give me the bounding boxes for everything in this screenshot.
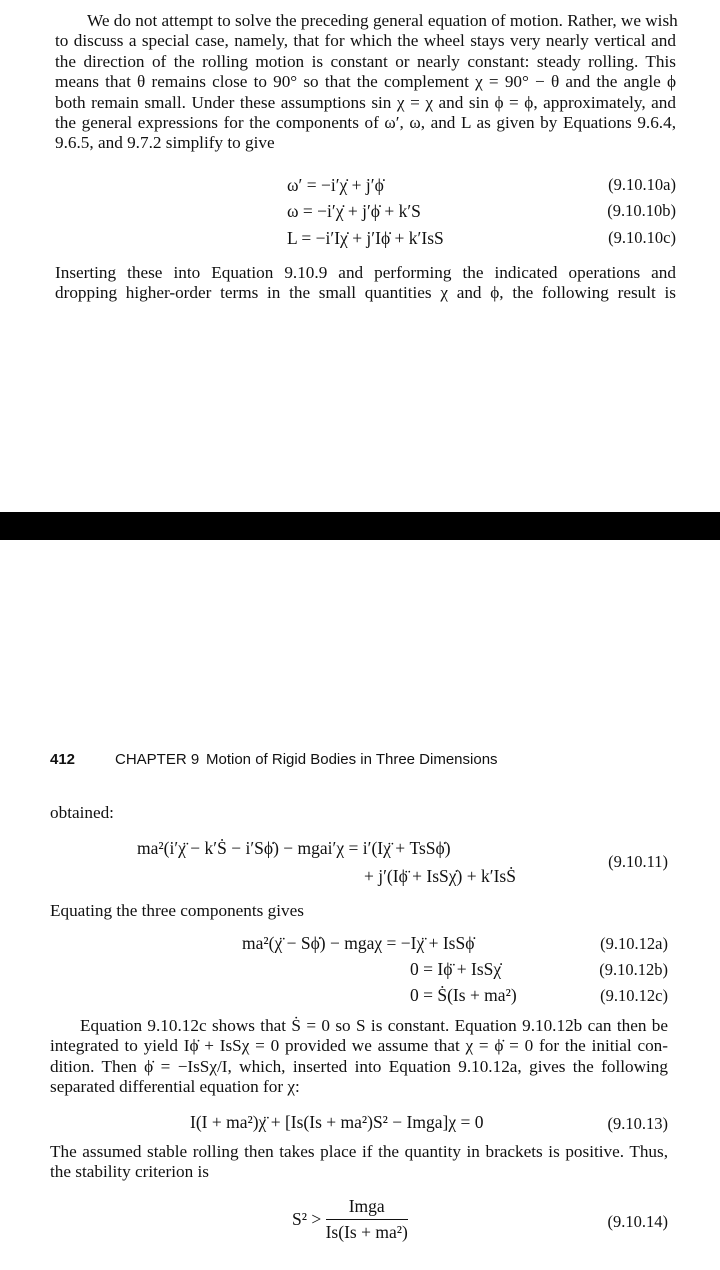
equation-9-10-10a: ω′ = −i′χ̇ + j′ϕ̇ bbox=[287, 175, 384, 195]
text-line: The assumed stable rolling then takes place if the quantity in brackets is positive. Thus, bbox=[50, 1142, 668, 1161]
equation-9-10-14 bbox=[292, 1196, 408, 1243]
equation-number: (9.10.13) bbox=[607, 1114, 668, 1133]
text-line: dition. Then ϕ̇ = −IsSχ/I, which, inserted into Equation 9.10.12a, gives the following bbox=[50, 1056, 668, 1076]
paragraph-constant-s bbox=[50, 1016, 668, 1098]
equation-number: (9.10.12b) bbox=[599, 960, 668, 979]
text-line: the direction of the rolling motion is constant or nearly constant: steady rolling. This bbox=[55, 51, 676, 71]
text-line: Inserting these into Equation 9.10.9 and performing the indicated operations and bbox=[55, 263, 676, 282]
page-number: 412 bbox=[50, 751, 76, 768]
chapter-title: Motion of Rigid Bodies in Three Dimensions bbox=[206, 751, 498, 768]
fraction-denominator: Is(Is + ma²) bbox=[325, 1222, 408, 1242]
equation-number: (9.10.12c) bbox=[600, 986, 668, 1005]
equation-number: (9.10.10c) bbox=[608, 228, 676, 247]
equation-9-10-12a: ma²(χ̈ − Sϕ̇) − mgaχ = −Iχ̈ + IsSϕ̇ bbox=[242, 933, 475, 953]
equation-number: (9.10.11) bbox=[608, 852, 668, 871]
equation-9-10-11-line2: + j′(Iϕ̈ + IsSχ̇) + k′IsṠ bbox=[364, 866, 516, 886]
equation-number: (9.10.12a) bbox=[600, 934, 668, 953]
page-divider-bar bbox=[0, 512, 720, 540]
equation-9-10-12c: 0 = Ṡ(Is + ma²) bbox=[410, 985, 517, 1005]
equation-number: (9.10.10a) bbox=[608, 175, 676, 194]
paragraph-stability bbox=[50, 1142, 668, 1183]
equation-number: (9.10.14) bbox=[607, 1212, 668, 1231]
equation-9-10-10c: L = −i′Iχ̇ + j′Iϕ̇ + k′IsS bbox=[287, 228, 444, 248]
equation-number: (9.10.10b) bbox=[607, 201, 676, 220]
fraction bbox=[326, 1196, 408, 1243]
equation-9-10-10b: ω = −i′χ̇ + j′ϕ̇ + k′S bbox=[287, 201, 421, 221]
text-line: Equation 9.10.12c shows that Ṡ = 0 so S is constant. Equation 9.10.12b can then be bbox=[80, 1016, 668, 1035]
text-line: means that θ remains close to 90° so that the complement χ = 90° − θ and the angle ϕ bbox=[55, 72, 676, 92]
text-line: separated differential equation for χ: bbox=[50, 1077, 300, 1097]
text-line: both remain small. Under these assumptions sin χ = χ and sin ϕ = ϕ, approximately, and bbox=[55, 92, 676, 112]
paragraph-inserting bbox=[55, 263, 676, 304]
text-line: 9.6.5, and 9.7.2 simplify to give bbox=[55, 133, 275, 153]
equating-text: Equating the three components gives bbox=[50, 901, 304, 920]
text-line: dropping higher-order terms in the small quantities χ and ϕ, the following result is bbox=[55, 283, 676, 303]
text-line: to discuss a special case, namely, that for which the wheel stays very nearly vertical and bbox=[55, 31, 676, 51]
equation-9-10-11-line1: ma²(i′χ̈ − k′Ṡ − i′Sϕ̇) − mgai′χ = i′(Iχ̈ + TsSϕ̇) bbox=[137, 838, 451, 858]
fraction-numerator: Imga bbox=[326, 1196, 408, 1220]
paragraph-steady-rolling bbox=[55, 11, 676, 154]
text-line: the stability criterion is bbox=[50, 1162, 209, 1182]
equation-9-10-12b: 0 = Iϕ̈ + IsSχ̇ bbox=[410, 959, 502, 979]
chapter-label: CHAPTER 9 bbox=[115, 751, 200, 768]
text-line: We do not attempt to solve the preceding general equation of motion. Rather, we wish bbox=[87, 11, 678, 30]
inequality-lhs: S² > bbox=[292, 1209, 322, 1229]
equation-9-10-13: I(I + ma²)χ̈ + [Is(Is + ma²)S² − Imga]χ = 0 bbox=[190, 1112, 484, 1132]
obtained-text: obtained: bbox=[50, 803, 114, 822]
text-line: the general expressions for the components of ω′, ω, and L as given by Equations 9.6.4, bbox=[55, 113, 676, 133]
text-line: integrated to yield Iϕ̇ + IsSχ = 0 provided we assume that χ = ϕ̇ = 0 for the initial con- bbox=[50, 1036, 668, 1056]
